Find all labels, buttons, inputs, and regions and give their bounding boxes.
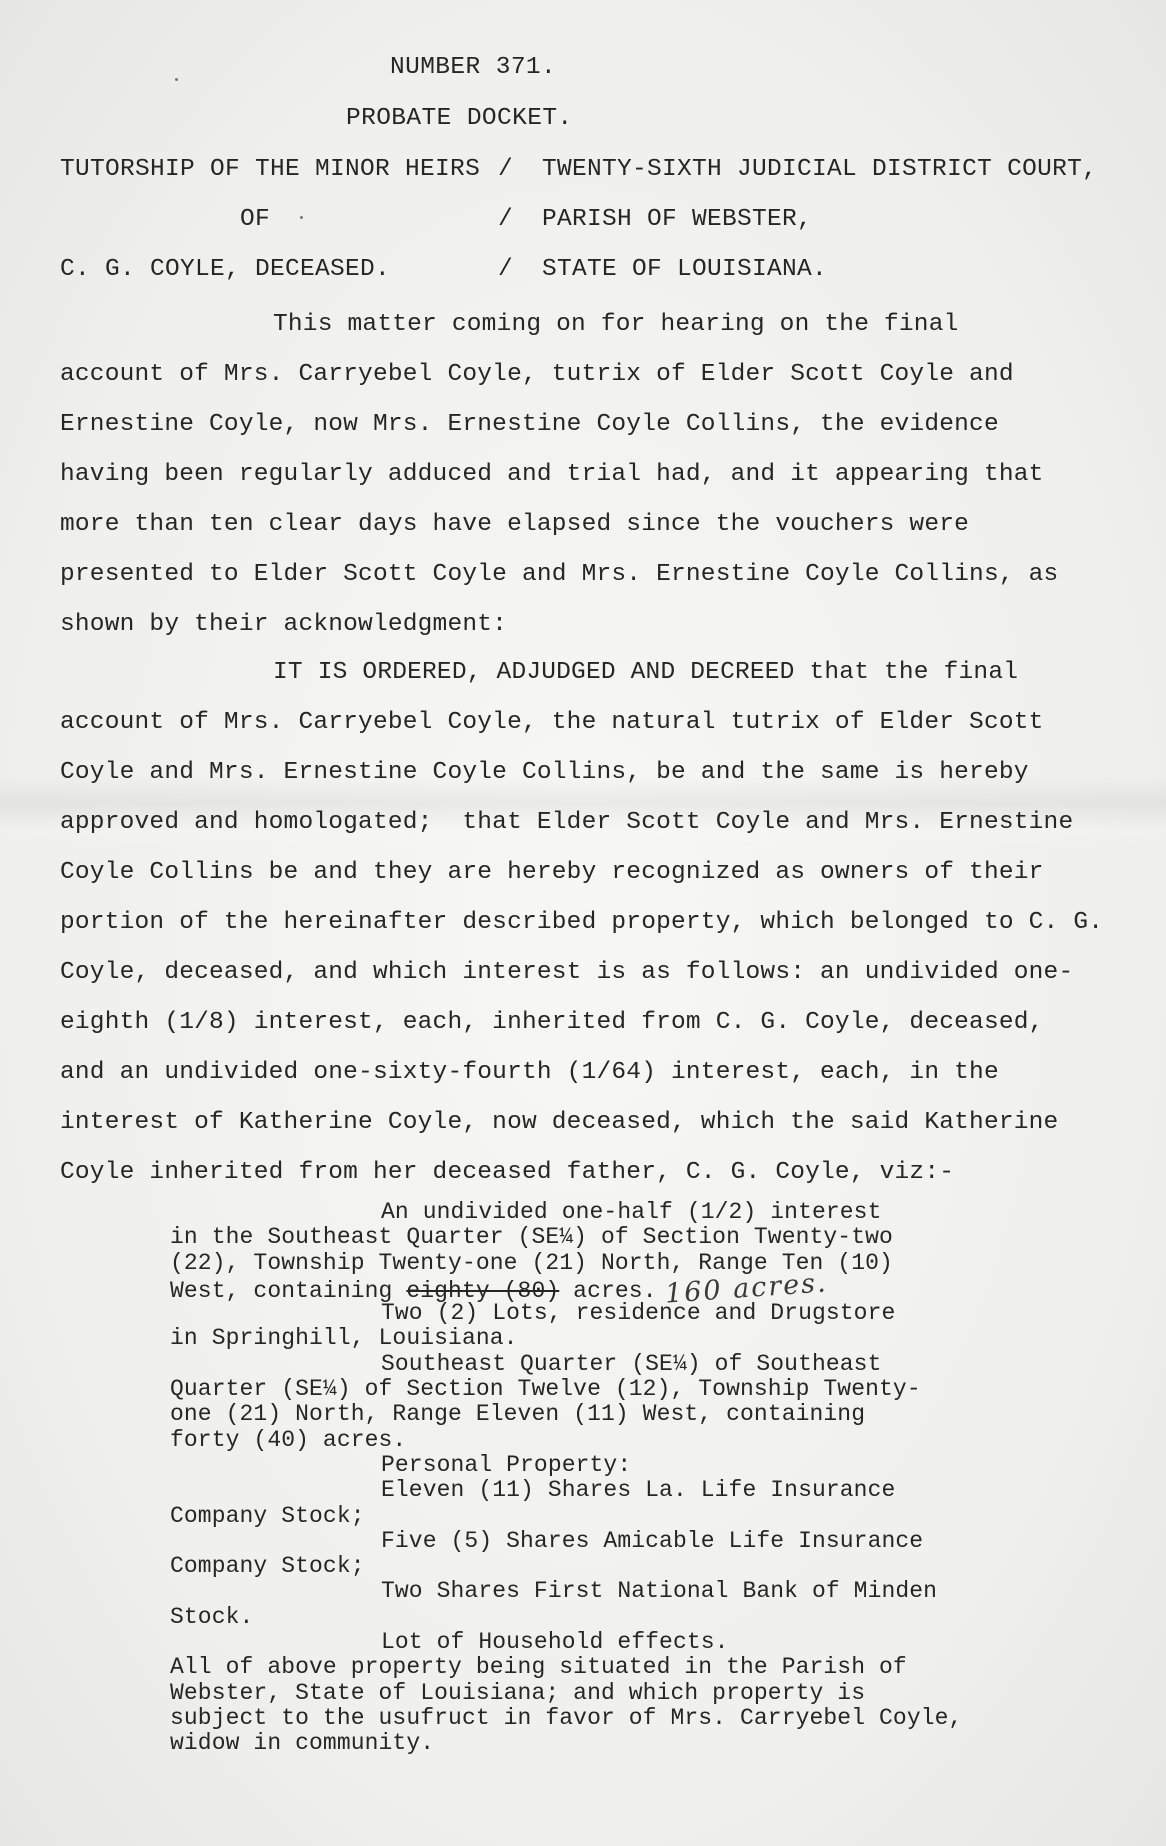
paragraph-decree [60,648,1120,1198]
text-line: having been regularly adduced and trial had, and it appearing that [60,461,1044,488]
caption-row [60,156,1120,196]
text-line: shown by their acknowledgment: [60,611,508,638]
text-line: Southeast Quarter (SE¼) of Southeast [381,1350,882,1377]
case-caption [60,156,1120,296]
caption-separator: / [498,206,514,233]
text-line: interest of Katherine Coyle, now deceased, which the said Katherine [60,1109,1059,1136]
text-line: Company Stock; [170,1553,365,1580]
text-line: and an undivided one-sixty-fourth (1/64) interest, each, in the [60,1059,999,1086]
caption-left: TUTORSHIP OF THE MINOR HEIRS [60,156,481,183]
text-line: All of above property being situated in the Parish of [170,1654,907,1681]
text-line: widow in community. [170,1730,435,1757]
text-line: Lot of Household effects. [381,1629,729,1656]
caption-separator: / [498,256,514,283]
text-line: Two Shares First National Bank of Minden [381,1578,938,1605]
struck-text: eighty (80) [406,1277,560,1304]
text-line: Quarter (SE¼) of Section Twelve (12), Township Twenty- [170,1376,921,1403]
paragraph-final-account [60,300,1120,650]
text-line: one (21) North, Range Eleven (11) West, containing [170,1401,866,1428]
text-line: more than ten clear days have elapsed since the vouchers were [60,511,970,538]
caption-left: C. G. COYLE, DECEASED. [60,256,391,283]
caption-left: OF [60,206,271,233]
caption-row [60,256,1120,296]
property-description [170,1200,1030,1757]
text-line: approved and homologated; that Elder Scott Coyle and Mrs. Ernestine [60,809,1074,836]
caption-separator: / [498,156,514,183]
text-line: account of Mrs. Carryebel Coyle, the natural tutrix of Elder Scott [60,709,1044,736]
docket-number: NUMBER 371. [390,54,557,81]
text-line: in Springhill, Louisiana. [170,1325,518,1352]
text-line: An undivided one-half (1/2) interest [381,1199,882,1225]
text-line: Ernestine Coyle, now Mrs. Ernestine Coyle Collins, the evidence [60,411,999,438]
text-line: Coyle and Mrs. Ernestine Coyle Collins, be and the same is hereby [60,759,1029,786]
text-line-amended [170,1267,1030,1310]
text-line: account of Mrs. Carryebel Coyle, tutrix of Elder Scott Coyle and [60,361,1014,388]
caption-right: STATE OF LOUISIANA. [542,256,828,283]
text-line: presented to Elder Scott Coyle and Mrs. Ernestine Coyle Collins, as [60,561,1059,588]
caption-row [60,206,1120,246]
text-line: Company Stock; [170,1502,365,1529]
text-line: forty (40) acres. [170,1426,407,1453]
text-line: Coyle inherited from her deceased father, C. G. Coyle, viz:- [60,1159,955,1186]
caption-right: PARISH OF WEBSTER, [542,206,813,233]
text-line: This matter coming on for hearing on the final [273,311,959,338]
handwritten-correction: 160 acres. [663,1267,829,1310]
text-line: in the Southeast Quarter (SE¼) of Section Twenty-two [170,1224,893,1251]
text-line: Two (2) Lots, residence and Drugstore [381,1300,896,1327]
text-line: Personal Property: [381,1451,632,1478]
speck [175,78,178,81]
text-line: Coyle Collins be and they are hereby recognized as owners of their [60,859,1044,886]
text-line: (22), Township Twenty-one (21) North, Range Ten (10) [170,1249,893,1276]
text-fragment: acres. [559,1277,657,1304]
text-line: IT IS ORDERED, ADJUDGED AND DECREED that the final [273,659,1019,686]
text-line: Stock. [170,1603,254,1630]
text-line: eighth (1/8) interest, each, inherited from C. G. Coyle, deceased, [60,1009,1044,1036]
text-line: subject to the usufruct in favor of Mrs. Carryebel Coyle, [170,1704,963,1731]
docket-title: PROBATE DOCKET. [346,105,573,132]
caption-right: TWENTY-SIXTH JUDICIAL DISTRICT COURT, [542,156,1098,183]
text-line: Five (5) Shares Amicable Life Insurance [381,1527,924,1554]
text-line: Eleven (11) Shares La. Life Insurance [381,1477,896,1504]
text-line: Webster, State of Louisiana; and which property is [170,1679,866,1706]
text-line: Coyle, deceased, and which interest is as follows: an undivided one- [60,959,1074,986]
text-line: portion of the hereinafter described property, which belonged to C. G. [60,909,1104,936]
text-fragment: West, containing [170,1277,407,1304]
